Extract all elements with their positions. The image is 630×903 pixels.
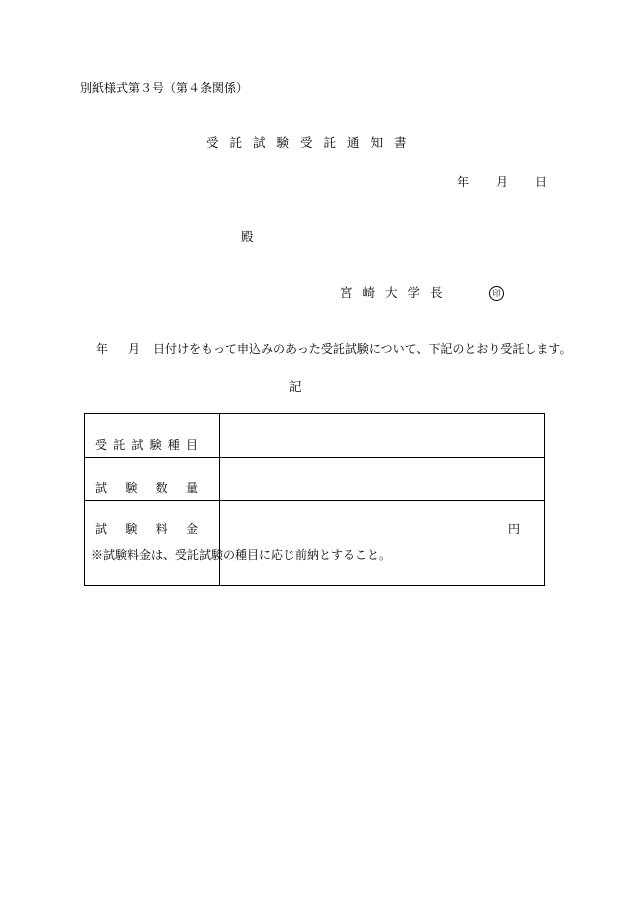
- quantity-value: [220, 458, 545, 501]
- ki-notation: 記: [289, 379, 302, 394]
- body-text: [96, 343, 571, 355]
- date-line: [457, 176, 547, 188]
- row-label-test-type: [85, 414, 220, 458]
- addressee-honorific: 殿: [241, 229, 254, 244]
- body-month-label: 月: [128, 342, 141, 356]
- seal-mark: 印: [489, 286, 504, 301]
- body-year-label: 年: [96, 342, 109, 356]
- row-label-quantity: [85, 458, 220, 501]
- document-title: 受託試験受託通知書: [206, 135, 418, 150]
- signer-name: 宮崎大学長: [340, 285, 453, 300]
- form-number: 別紙様式第３号（第４条関係）: [80, 81, 249, 95]
- test-type-value: [220, 414, 545, 458]
- table-row: [85, 501, 545, 586]
- body-sentence: 日付けをもって申込みのあった受託試験について、下記のとおり受託します。: [153, 342, 572, 356]
- row-label-fee: [85, 501, 220, 586]
- table-row: [85, 458, 545, 501]
- yen-unit: 円: [508, 522, 521, 536]
- fee-label: 試 験 料 金: [95, 522, 198, 536]
- date-month-label: 月: [496, 175, 509, 189]
- quantity-label: 試 験 数 量: [95, 481, 198, 495]
- date-year-label: 年: [457, 175, 470, 189]
- date-day-label: 日: [535, 175, 548, 189]
- test-type-label: 受 託 試 験 種 目: [95, 438, 198, 452]
- footnote: ※試験料金は、受託試験の種目に応じ前納とすること。: [91, 548, 392, 562]
- fee-value-cell: [220, 501, 545, 586]
- table-row: [85, 414, 545, 458]
